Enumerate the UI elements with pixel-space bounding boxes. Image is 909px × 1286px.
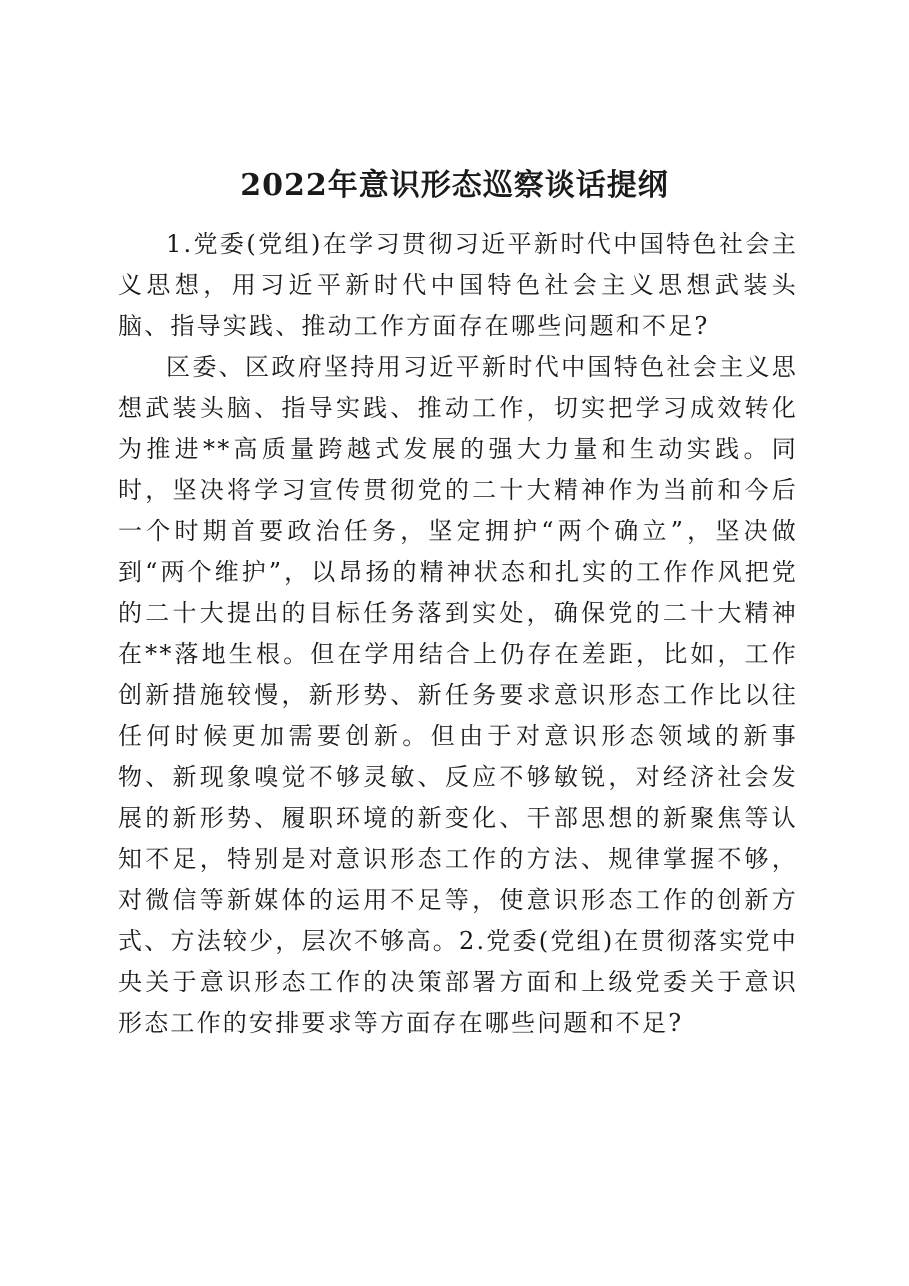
document-title: 2022年意识形态巡察谈话提纲 [240,168,669,203]
document-body [118,224,798,1044]
paragraph-question-1: 1.党委(党组)在学习贯彻习近平新时代中国特色社会主义思想，用习近平新时代中国特色社会主义思想武装头脑、指导实践、推动工作方面存在哪些问题和不足? [118,230,798,340]
paragraph-answer-1: 区委、区政府坚持用习近平新时代中国特色社会主义思想武装头脑、指导实践、推动工作，切实把学习成效转化为推进**高质量跨越式发展的强大力量和生动实践。同时，坚决将学习宣传贯彻党的二十大精神作为当前和今后一个时期首要政治任务，坚定拥护“两个确立”，坚决做到“两个维护”，以昂扬的精神状态和扎实的工作作风把党的二十大提出的目标任务落到实处，确保党的二十大精神在**落地生根。但在学用结合上仍存在差距，比如，工作创新措施较慢，新形势、新任务要求意识形态工作比以往任何时候更加需要创新。但由于对意识形态领域的新事物、新现象嗅觉不够灵敏、反应不够敏锐，对经济社会发展的新形势、履职环境的新变化、干部思想的新聚焦等认知不足，特别是对意识形态工作的方法、规律掌握不够，对微信等新媒体的运用不足等，使意识形态工作的创新方式、方法较少，层次不够高。2.党委(党组)在贯彻落实党中央关于意识形态工作的决策部署方面和上级党委关于意识形态工作的安排要求等方面存在哪些问题和不足? [118,353,798,1037]
